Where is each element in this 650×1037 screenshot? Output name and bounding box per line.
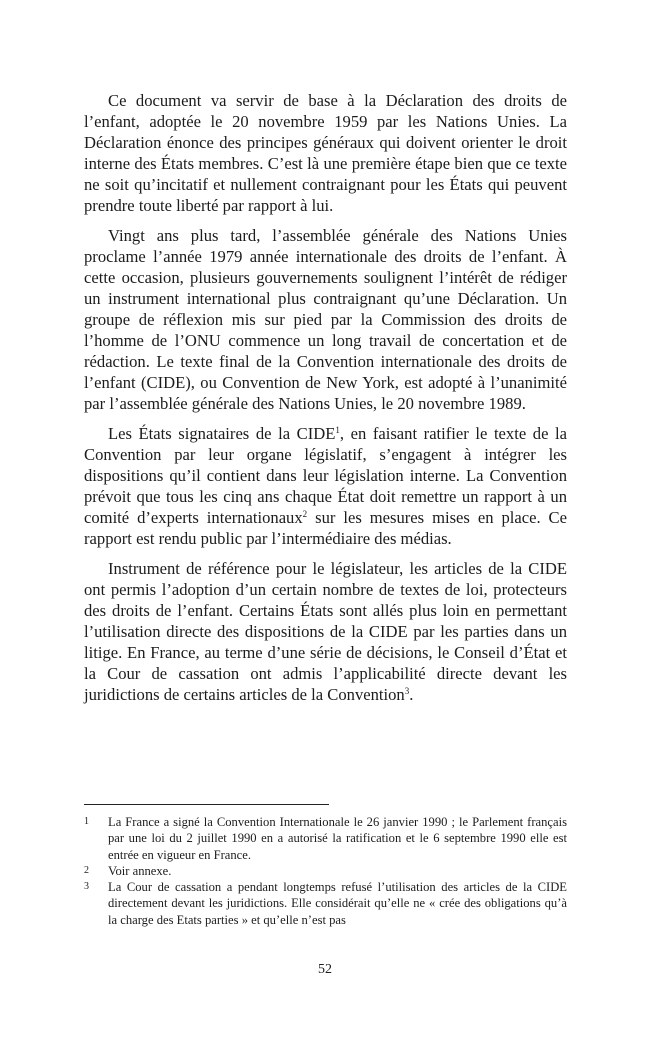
paragraph-ratification — [84, 423, 567, 549]
paragraph-text: Instrument de référence pour le législateur, les articles de la CIDE ont permis l’adoption d’un certain nombre de textes de loi, protecteurs des droits de l’enfant. Certains États sont allés plus loin en permettant l’utilisation directe des dispositions de la CIDE par les parties dans un litige. En France, au terme d’une série de décisions, le Conseil d’État et la Cour de cassation ont admis l’applicabilité directe devant les juridictions de certains articles de la Convention — [84, 559, 567, 704]
page-number: 52 — [318, 962, 332, 977]
footnote-text: La Cour de cassation a pendant longtemps refusé l’utilisation des articles de la CIDE directement devant les juridictions. Elle considérait qu’elle ne « crée des obligations qu’à la charge des Etats parties » et qu’elle n’est pas — [108, 880, 567, 927]
paragraph-text: . — [409, 685, 414, 704]
paragraph-declaration: Ce document va servir de base à la Déclaration des droits de l’enfant, adoptée le 20 novembre 1959 par les Nations Unies. La Déclaration énonce des principes généraux qui doivent orienter le droit interne des États membres. C’est là une première étape bien que ce texte ne soit qu’incitatif et nullement contraignant pour les États qui peuvent prendre toute liberté par rapport à lui. — [84, 91, 567, 215]
paragraph-text: , en faisant ratifier le texte de la Convention par leur organe législatif, s’engagent à intégrer les dispositions qu’il contient dans leur législation interne. La Convention prévoit que tous les cinq ans chaque État doit remettre un rapport à un comité d’experts internationaux — [84, 424, 567, 527]
footnote-text: Voir annexe. — [108, 863, 172, 878]
footnotes — [84, 814, 567, 928]
footnote-2 — [84, 863, 567, 879]
footnote-1 — [84, 814, 567, 863]
footnote-ref-2[interactable]: 2 — [302, 509, 308, 519]
footnote-3 — [84, 879, 567, 928]
footnote-number: 3 — [84, 881, 89, 893]
footnote-ref-1[interactable]: 1 — [335, 425, 340, 435]
paragraph-direct-applicability — [84, 558, 567, 705]
body-text — [84, 90, 567, 714]
footnote-separator — [84, 804, 329, 805]
paragraph-convention-adoption: Vingt ans plus tard, l’assemblée générale des Nations Unies proclame l’année 1979 année internationale des droits de l’enfant. À cette occasion, plusieurs gouvernements soulignent l’intérêt de rédiger un instrument international plus contraignant qu’une Déclaration. Un groupe de réflexion mis sur pied par la Commission des droits de l’homme de l’ONU commence un long travail de concertation et de rédaction. Le texte final de la Convention internationale des droits de l’enfant (CIDE), ou Convention de New York, est adopté à l’unanimité par l’assemblée générale des Nations Unies, le 20 novembre 1989. — [84, 226, 567, 413]
footnote-number: 2 — [84, 864, 89, 876]
footnote-text: La France a signé la Convention Internationale le 26 janvier 1990 ; le Parlement français par une loi du 2 juillet 1990 en a autorisé la ratification et le 6 septembre 1990 elle est entrée en vigueur en France. — [108, 815, 567, 862]
footnote-ref-3[interactable]: 3 — [404, 686, 410, 696]
paragraph-text: Les États signataires de la CIDE — [108, 424, 336, 443]
paragraph-text: sur les mesures mises en place. Ce rapport est rendu public par l’intermédiaire des médias. — [84, 508, 567, 548]
footnote-number: 1 — [84, 816, 89, 827]
